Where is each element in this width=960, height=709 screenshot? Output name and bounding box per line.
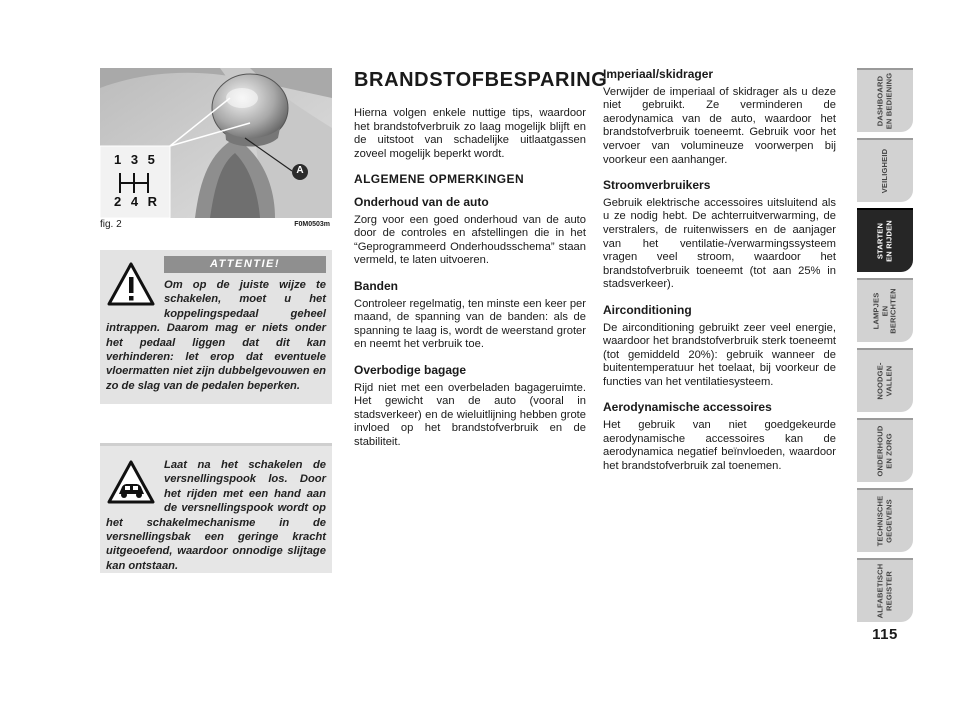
subheading-banden: Banden bbox=[354, 278, 399, 293]
page-title: BRANDSTOFBESPARING bbox=[354, 69, 608, 91]
tab-label-line2: VALLEN bbox=[884, 365, 893, 397]
tab-label-line1: NOODGE- bbox=[875, 362, 885, 400]
warning-box bbox=[100, 250, 332, 404]
note-box bbox=[100, 443, 332, 573]
tab-label-line1: VEILIGHEID bbox=[879, 148, 889, 194]
tab-veiligheid[interactable] bbox=[857, 138, 913, 202]
paragraph-banden: Controleer regelmatig, ten minste een keer per maand, de spanning van de banden: als de spanning te laag is, wordt de weerstand groter en neemt het verbruik toe. bbox=[354, 297, 586, 351]
gear-lever-figure bbox=[100, 68, 332, 218]
middle-column bbox=[354, 68, 608, 461]
tab-label-line1: STARTEN bbox=[875, 222, 885, 260]
tab-label-line2: REGISTER bbox=[884, 571, 893, 611]
chapter-tabs bbox=[857, 68, 917, 628]
tab-label-line2: EN BERICHTEN bbox=[879, 288, 898, 334]
tab-label-line2: EN BEDIENING bbox=[884, 72, 893, 130]
paragraph-airconditioning: De airconditioning gebruikt zeer veel energie, waardoor het brandstofverbruik sterk toeneemt (tot gemiddeld 20%): gebruik wanneer de buitentemperatuur het toelaat, bij voorkeur de functies van het ventilatiesysteem. bbox=[603, 321, 836, 388]
note-text: Laat na het schakelen de versnellingspook los. Door het rijden met een hand aan de versnellingspook wordt op het schakelmechanisme in de versnellingsbak een geringe kracht uitgeoefend, waardoor onnodige slijtage kan ontstaan. bbox=[106, 459, 326, 572]
warning-triangle-icon bbox=[106, 260, 156, 310]
paragraph-stroomverbruikers: Gebruik elektrische accessoires uitsluitend als u ze nodig hebt. De achterruitverwarming, de verstralers, de ruitenwissers en de aanjager van het ventilatie-/verwarmingssysteem vragen veel stroom, waardoor het brandstofverbruik toeneemt (tot aan 25% in stadsverkeer). bbox=[603, 196, 836, 291]
warning-badge: ATTENTIE! bbox=[164, 256, 326, 273]
paragraph-imperiaal: Verwijder de imperiaal of skidrager als u deze niet gebruikt. Ze verminderen de aerodynamica van de auto, waardoor het brandstofverbruik toeneemt. Gebruik voor het vervoer van volumineuze voorwerpen bij voorkeur een aanhanger. bbox=[603, 85, 836, 166]
warning-text: Om op de juiste wijze te schakelen, moet u het koppelingspedaal geheel intrappen. Daarom mag er niets onder het pedaal liggen dat dit kan verhinderen: let erop dat eventuele vloermatten niet zijn dubbelgevouwen en zo de slag van de pedalen beperken. bbox=[106, 279, 326, 392]
tab-label-line2: EN RIJDEN bbox=[884, 220, 893, 262]
gear-row-bottom: 2 4 R bbox=[114, 194, 161, 209]
car-wear-icon bbox=[106, 458, 156, 508]
gear-row-top: 1 3 5 bbox=[114, 152, 158, 167]
tab-label-line1: ONDERHOUD bbox=[875, 425, 885, 477]
figure-number: fig. 2 bbox=[100, 219, 122, 230]
tab-label-line2: EN ZORG bbox=[884, 433, 893, 469]
tab-dashboard[interactable] bbox=[857, 68, 913, 132]
subheading-airconditioning: Airconditioning bbox=[603, 302, 692, 317]
right-column bbox=[603, 68, 836, 485]
paragraph-aerodynamica: Het gebruik van niet goedgekeurde aerodynamische accessoires kan de aerodynamica negatief beïnvloeden, waardoor het brandstofverbruik zal toenemen. bbox=[603, 419, 836, 472]
tab-noodgevallen[interactable] bbox=[857, 348, 913, 412]
tab-starten[interactable] bbox=[857, 208, 913, 272]
subheading-aerodynamica: Aerodynamische accessoires bbox=[603, 400, 772, 415]
paragraph-onderhoud: Zorg voor een goed onderhoud van de auto door de controles en afstellingen die in het “Geprogrammeerd Onderhoudsschema” staan vermeld, te laten uitvoeren. bbox=[354, 213, 586, 267]
section-heading: ALGEMENE OPMERKINGEN bbox=[354, 172, 525, 187]
subheading-bagage: Overbodige bagage bbox=[354, 362, 467, 377]
subheading-onderhoud: Onderhoud van de auto bbox=[354, 194, 489, 209]
tab-label-line1: DASHBOARD bbox=[875, 75, 885, 127]
intro-paragraph: Hierna volgen enkele nuttige tips, waardoor het brandstofverbruik zo laag mogelijk blijft en de uitstoot van schadelijke uitlaatgassen zoveel mogelijk beperkt wordt. bbox=[354, 107, 586, 160]
tab-lampjes[interactable] bbox=[857, 278, 913, 342]
tab-label-line1: LAMPJES bbox=[871, 292, 881, 330]
tab-label-line2: GEGEVENS bbox=[884, 499, 893, 543]
subheading-stroomverbruikers: Stroomverbruikers bbox=[603, 178, 711, 193]
page-number: 115 bbox=[872, 626, 898, 643]
figure-caption bbox=[100, 219, 332, 233]
subheading-imperiaal: Imperiaal/skidrager bbox=[603, 67, 714, 81]
tab-onderhoud[interactable] bbox=[857, 418, 913, 482]
figure-code: F0M0503m bbox=[294, 221, 330, 228]
tab-alfabetisch-register[interactable] bbox=[857, 558, 913, 622]
tab-technische-gegevens[interactable] bbox=[857, 488, 913, 552]
tab-label-line1: ALFABETISCH bbox=[875, 563, 885, 619]
tab-label-line1: TECHNISCHE bbox=[875, 495, 885, 547]
paragraph-bagage: Rijd niet met een overbeladen bagageruimte. Het gewicht van de auto (vooral in stadsverkeer) en de wieluitlijning hebben grote invloed op het brandstofverbruik en de stabiliteit. bbox=[354, 381, 586, 448]
figure-label-a: A bbox=[296, 165, 304, 176]
